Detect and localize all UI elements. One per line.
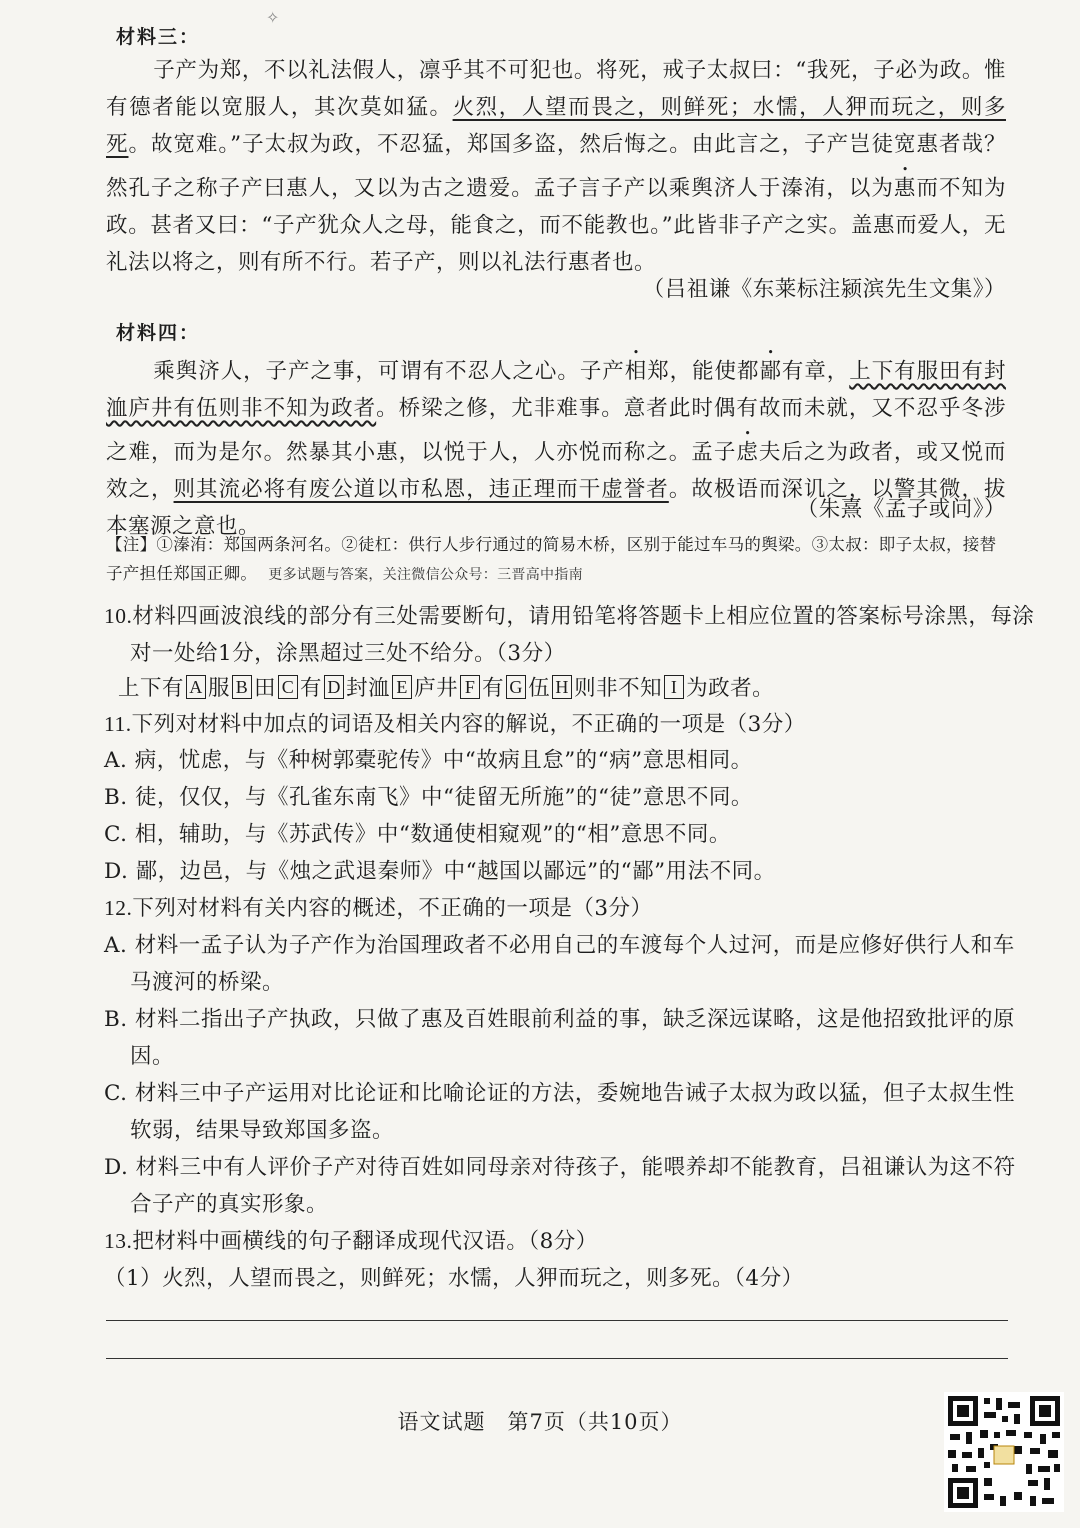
question-10-segments — [118, 670, 1023, 707]
material3-text-b: 。故宽难。”子太叔为政，不忍猛，郑国多盗，然后悔之。由此言之，子产岂徒宽惠者哉？然孔子之称子产曰惠人，又以为古之遗爱。孟子言子产以乘舆济人于溱洧，以为 — [106, 132, 1006, 201]
qr-code-icon — [944, 1392, 1064, 1512]
material3-dotted-word: 惠 — [893, 176, 917, 201]
material3-source: （吕祖谦《东莱标注颍滨先生文集》） — [642, 277, 1006, 302]
answer-line-2[interactable] — [106, 1358, 1008, 1359]
question-11-text: 下列对材料中加点的词语及相关内容的解说，不正确的一项是（3分） — [131, 712, 806, 737]
break-box-a[interactable]: A — [186, 675, 206, 699]
question-10-text: 材料四画波浪线的部分有三处需要断句，请用铅笔将答题卡上相应位置的答案标号涂黑，每涂对一处给1分，涂黑超过三处不给分。（3分） — [130, 604, 1035, 666]
break-box-h[interactable]: H — [552, 675, 572, 699]
material4-text-e: 夫后之为政者，或又悦而效之， — [106, 440, 1006, 502]
material3-text — [106, 52, 1006, 281]
segment-text: 有 — [300, 676, 323, 701]
break-box-g[interactable]: G — [506, 675, 526, 699]
question-13-number: 13. — [104, 1229, 133, 1253]
question-11-number: 11. — [104, 712, 132, 736]
material4-heading: 材料四： — [116, 322, 201, 344]
question-11-option-c[interactable]: C. 相，辅助，与《苏武传》中“数通使相窥观”的“相”意思不同。 — [104, 822, 731, 847]
material4-dotted-word-1: 相 — [624, 359, 648, 384]
material4-dotted-word-3: 虑 — [736, 440, 759, 465]
question-12-option-d[interactable]: D. 材料三中有人评价子产对待百姓如同母亲对待孩子，能喂养却不能教育，吕祖谦认为这不符合子产的真实形象。 — [104, 1155, 1016, 1217]
question-12 — [104, 890, 1009, 927]
question-12-option-b[interactable]: B. 材料二指出子产执政，只做了惠及百姓眼前利益的事，缺乏深远谋略，这是他招致批评的原因。 — [104, 1007, 1015, 1069]
material3-text-c: 而不知为政。甚者又曰：“子产犹众人之母，能食之，而不能教也。”此皆非子产之实。盖惠而爱人，无礼法以将之，则有所不行。若子产，则以礼法行惠者也。 — [106, 176, 1006, 275]
page-footer: 语文试题 第7页（共10页） — [397, 1410, 683, 1434]
question-10-number: 10. — [104, 604, 133, 628]
question-10 — [104, 598, 1035, 672]
segment-text: 封洫 — [346, 676, 391, 701]
question-12-text: 下列对材料有关内容的概述，不正确的一项是（3分） — [132, 896, 653, 921]
material3-heading: 材料三： — [116, 26, 201, 48]
question-11 — [104, 706, 1009, 743]
material3-text-a: 子产为郑，不以礼法假人，凛乎其不可犯也。将死，戒子太叔曰：“我死，子必为政。惟有德者能以宽服人，其次莫如猛。 — [106, 58, 1006, 120]
material4-text-a: 乘舆济人，子产之事，可谓有不忍人之心。子产 — [153, 359, 625, 384]
material4-text-f: 。故极语而深讥之，以警其微，拔本塞源之意也。 — [106, 477, 1006, 539]
promo-text: 更多试题与答案，关注微信公众号：三晋高中指南 — [268, 567, 583, 583]
break-box-d[interactable]: D — [324, 675, 344, 699]
segment-text: 庐井 — [414, 676, 459, 701]
scan-mark: ✧ — [266, 8, 280, 27]
material4-text-c: 有章， — [781, 359, 850, 384]
annotation-note — [106, 530, 1011, 590]
break-box-f[interactable]: F — [460, 675, 480, 699]
material4-source: （朱熹《孟子或问》） — [796, 497, 1006, 522]
break-box-c[interactable]: C — [278, 675, 298, 699]
segment-text: 伍 — [528, 676, 551, 701]
question-12-option-c[interactable]: C. 材料三中子产运用对比论证和比喻论证的方法，委婉地告诫子太叔为政以猛，但子太叔生性软弱，结果导致郑国多盗。 — [104, 1081, 1015, 1143]
material4-underlined-sentence: 则其流必将有废公道以市私恩，违正理而干虚誉者 — [173, 477, 669, 502]
break-box-i[interactable]: I — [664, 675, 684, 699]
annotation-note-text: 【注】①溱洧：郑国两条河名。②徒杠：供行人步行通过的简易木桥，区别于能过车马的舆梁。③太叔：即子太叔，接替子产担任郑国正卿。 — [106, 535, 997, 583]
material4-text-b: 郑，能使都 — [647, 359, 760, 384]
question-13 — [104, 1223, 1009, 1260]
material4-text-d: 。桥梁之修，尤非难事。意者此时偶有故而未就，又不忍乎冬涉之难，而为是尔。然暴其小惠，以悦于人，人亦悦而称之。孟子 — [106, 396, 1006, 465]
question-12-number: 12. — [104, 896, 133, 920]
question-11-option-a[interactable]: A. 病，忧虑，与《种树郭橐驼传》中“故病且怠”的“病”意思相同。 — [104, 748, 753, 773]
segment-text: 田 — [254, 676, 277, 701]
break-box-b[interactable]: B — [232, 675, 252, 699]
question-13-sub-1: （1）火烈，人望而畏之，则鲜死；水懦，人狎而玩之，则多死。（4分） — [104, 1266, 804, 1291]
question-13-text: 把材料中画横线的句子翻译成现代汉语。（8分） — [132, 1229, 598, 1254]
segment-text: 有 — [482, 676, 505, 701]
answer-line-1[interactable] — [106, 1320, 1008, 1321]
question-11-option-b[interactable]: B. 徒，仅仅，与《孔雀东南飞》中“徒留无所施”的“徒”意思不同。 — [104, 785, 753, 810]
material3-underlined-sentence: 火烈，人望而畏之，则鲜死；水懦，人狎而玩之，则多死 — [106, 95, 1006, 157]
segment-text: 则非不知 — [574, 676, 663, 701]
segment-text: 上下有 — [118, 676, 185, 701]
break-box-e[interactable]: E — [392, 675, 412, 699]
question-11-option-d[interactable]: D. 鄙，边邑，与《烛之武退秦师》中“越国以鄙远”的“鄙”用法不同。 — [104, 859, 776, 884]
segment-text: 为政者。 — [686, 676, 775, 701]
segment-text: 服 — [208, 676, 231, 701]
material4-dotted-word-2: 鄙 — [759, 359, 782, 384]
question-12-option-a[interactable]: A. 材料一孟子认为子产作为治国理政者不必用自己的车渡每个人过河，而是应修好供行人和车马渡河的桥梁。 — [104, 933, 1015, 995]
material4-wavy-sentence: 上下有服田有封洫庐井有伍则非不知为政者 — [106, 359, 1006, 421]
